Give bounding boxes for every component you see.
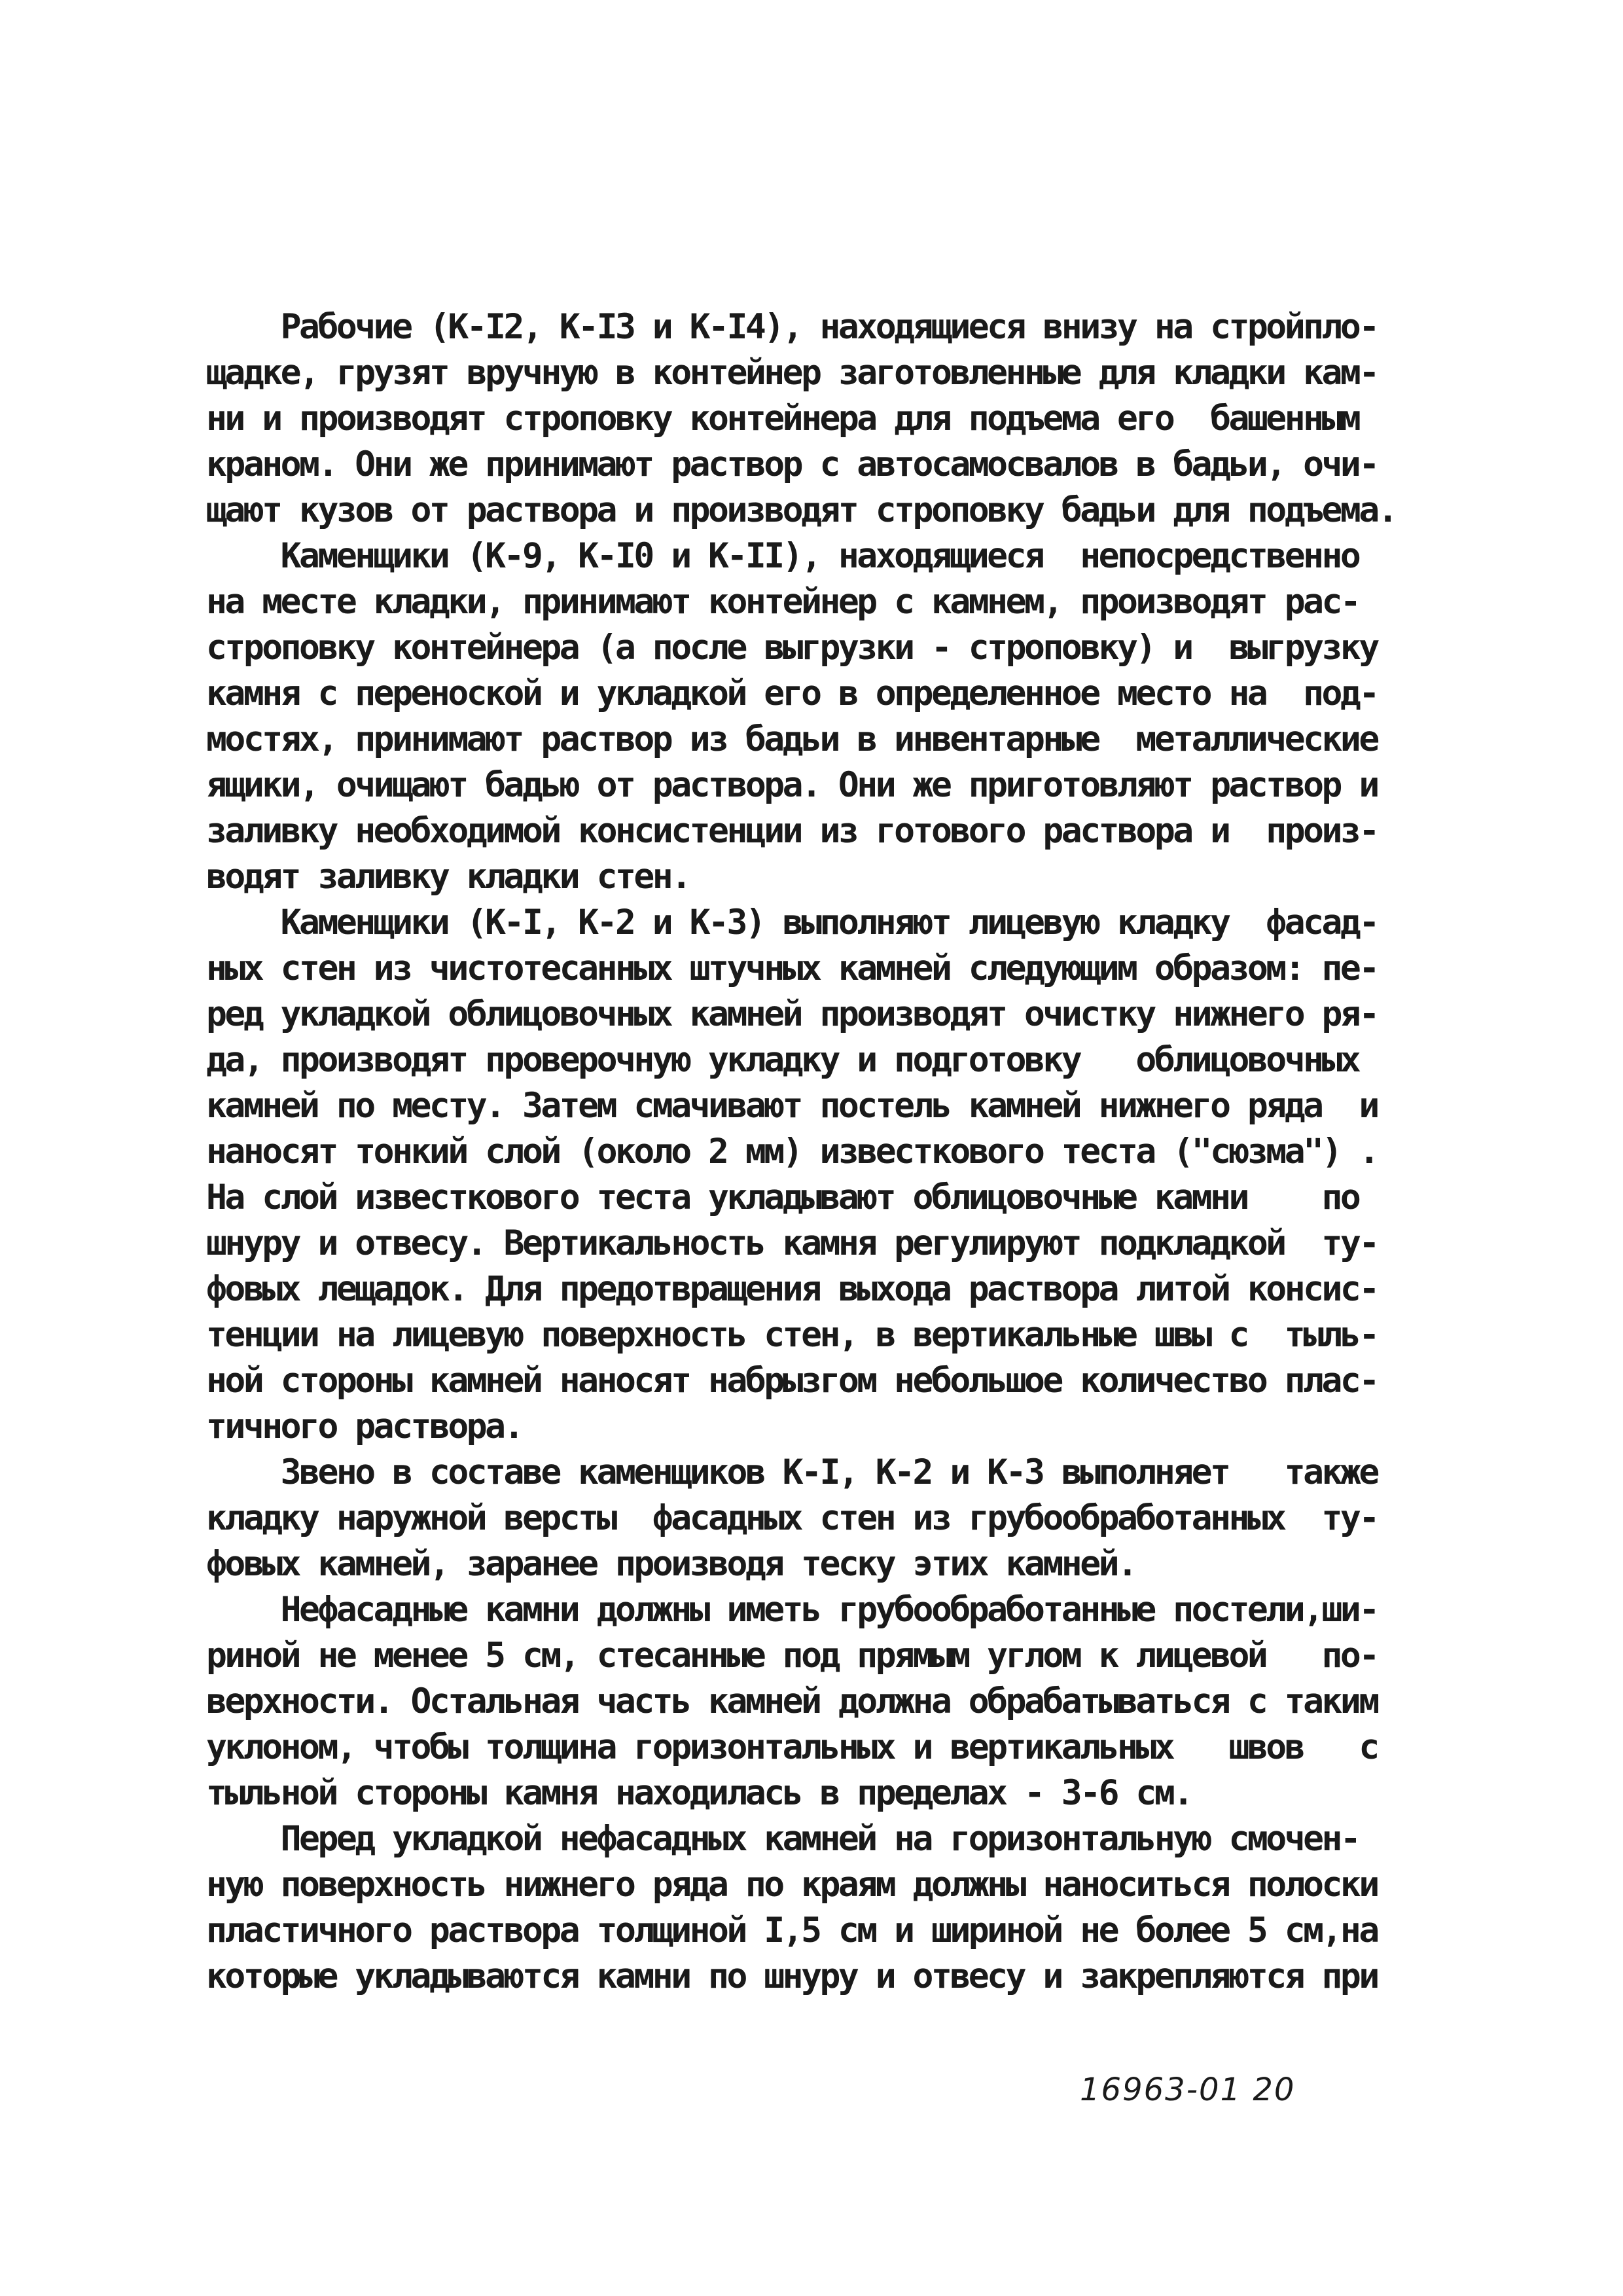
- text-line: камня с переноской и укладкой его в определенное место на под-: [206, 673, 1378, 713]
- text-line: кладку наружной версты фасадных стен из грубообработанных ту-: [206, 1498, 1378, 1538]
- text-line: Нефасадные камни должны иметь грубообработанные постели,ши-: [206, 1590, 1378, 1630]
- text-line: шнуру и отвесу. Вертикальность камня регулируют подкладкой ту-: [206, 1223, 1378, 1263]
- text-line: которые укладываются камни по шнуру и отвесу и закрепляются при: [206, 1956, 1378, 1996]
- text-line: Каменщики (К-I, К-2 и К-3) выполняют лицевую кладку фасад-: [206, 903, 1378, 942]
- text-line: краном. Они же принимают раствор с автосамосвалов в бадьи, очи-: [206, 444, 1378, 484]
- text-line: На слой известкового теста укладывают облицовочные камни по: [206, 1177, 1359, 1217]
- text-line: наносят тонкий слой (около 2 мм) известкового теста ("сюзма") .: [206, 1132, 1378, 1172]
- text-line: Рабочие (К-I2, К-I3 и К-I4), находящиеся внизу на стройпло-: [206, 307, 1378, 347]
- text-line: камней по месту. Затем смачивают постель камней нижнего ряда и: [206, 1086, 1378, 1126]
- text-line: да, производят проверочную укладку и подготовку облицовочных: [206, 1040, 1359, 1080]
- text-line: на месте кладки, принимают контейнер с камнем, производят рас-: [206, 582, 1359, 622]
- text-line: верхности. Остальная часть камней должна обрабатываться с таким: [206, 1681, 1378, 1721]
- text-line: строповку контейнера (а после выгрузки - строповку) и выгрузку: [206, 628, 1378, 668]
- text-line: щадке, грузят вручную в контейнер заготовленные для кладки кам-: [206, 353, 1378, 393]
- text-line: тыльной стороны камня находилась в пределах - 3-6 см.: [206, 1773, 1192, 1813]
- body-text: [206, 304, 1397, 2000]
- text-line: заливку необходимой консистенции из готового раствора и произ-: [206, 811, 1378, 851]
- text-line: фовых камней, заранее производя теску этих камней.: [206, 1544, 1136, 1584]
- text-line: ни и производят строповку контейнера для подъема его башенным: [206, 399, 1359, 439]
- text-line: водят заливку кладки стен.: [206, 857, 690, 897]
- text-line: щают кузов от раствора и производят строповку бадьи для подъема.: [206, 490, 1397, 530]
- text-line: Перед укладкой нефасадных камней на горизонтальную смочен-: [206, 1819, 1359, 1859]
- text-line: ящики, очищают бадью от раствора. Они же приготовляют раствор и: [206, 765, 1378, 805]
- text-line: уклоном, чтобы толщина горизонтальных и вертикальных швов с: [206, 1727, 1378, 1767]
- text-line: тенции на лицевую поверхность стен, в вертикальные швы с тыль-: [206, 1315, 1378, 1355]
- text-line: Звено в составе каменщиков К-I, К-2 и К-3 выполняет также: [206, 1452, 1378, 1492]
- text-line: фовых лещадок. Для предотвращения выхода раствора литой консис-: [206, 1269, 1378, 1309]
- text-line: тичного раствора.: [206, 1407, 522, 1446]
- text-line: ную поверхность нижнего ряда по краям должны наноситься полоски: [206, 1865, 1378, 1905]
- text-line: риной не менее 5 см, стесанные под прямым углом к лицевой по-: [206, 1636, 1378, 1676]
- text-line: ных стен из чистотесанных штучных камней следующим образом: пе-: [206, 948, 1378, 988]
- text-line: пластичного раствора толщиной I,5 см и шириной не более 5 см,на: [206, 1910, 1378, 1950]
- text-line: ной стороны камней наносят набрызгом небольшое количество плас-: [206, 1361, 1378, 1401]
- text-line: ред укладкой облицовочных камней производят очистку нижнего ря-: [206, 994, 1378, 1034]
- text-line: мостях, принимают раствор из бадьи в инвентарные металлические: [206, 719, 1378, 759]
- document-code: 16963-01 20: [1080, 2072, 1296, 2108]
- text-line: Каменщики (К-9, К-I0 и К-II), находящиеся непосредственно: [206, 536, 1359, 576]
